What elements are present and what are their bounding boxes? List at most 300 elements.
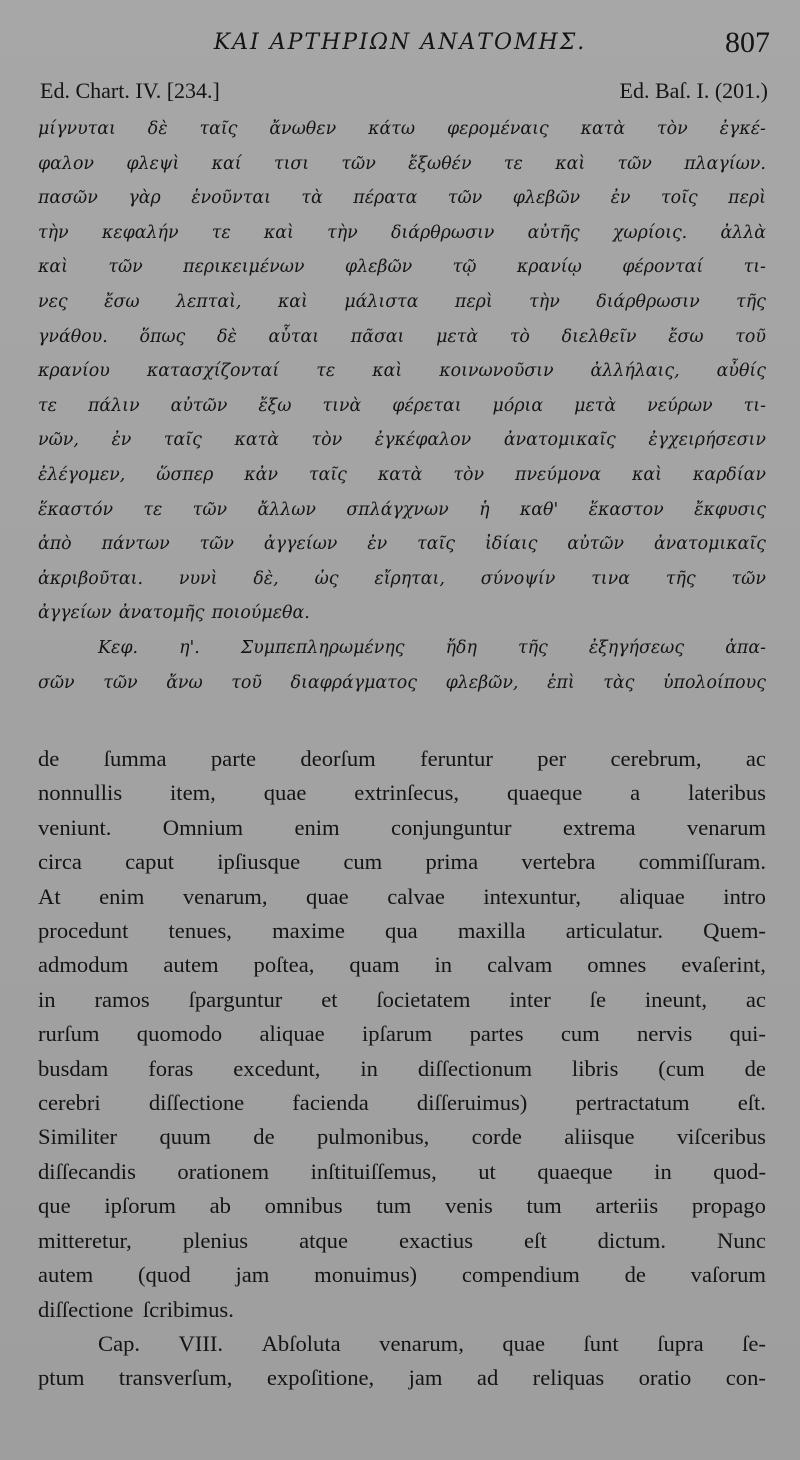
word: φλεβῶν, <box>445 672 519 693</box>
word: ἔκφυσις <box>694 499 766 520</box>
word: περικειμένων <box>183 257 305 278</box>
word: ramos <box>94 986 150 1012</box>
word: τῆς <box>517 637 548 658</box>
latin-text-block <box>38 742 766 1396</box>
word: in <box>38 986 56 1012</box>
word: diſſectione <box>148 1090 245 1116</box>
word: καὶ <box>372 361 403 382</box>
word: ἐπὶ <box>547 672 575 693</box>
word: τῷ <box>452 257 477 278</box>
word: φέρονταί <box>622 257 704 278</box>
word: ἔσω <box>668 326 704 347</box>
word: maxilla <box>457 918 526 944</box>
word: ἀλλήλαις, <box>590 361 680 382</box>
word: Omnium <box>162 814 244 840</box>
word: quae <box>502 1330 546 1356</box>
word: κρανίου <box>38 361 110 382</box>
text-line <box>38 1258 766 1292</box>
word: de <box>253 1124 275 1150</box>
word: arteriis <box>595 1193 659 1219</box>
word: pertractatum <box>575 1090 690 1116</box>
word: venarum <box>686 814 766 840</box>
word: ἀλλὰ <box>720 222 766 243</box>
word: τισι <box>273 153 310 174</box>
word: ἕκαστόν <box>38 499 114 520</box>
word: in <box>360 1055 378 1081</box>
word: foras <box>148 1055 194 1081</box>
word: κατὰ <box>580 119 626 139</box>
text-line <box>38 285 766 320</box>
edition-line <box>40 78 768 104</box>
word: τοῖς <box>661 188 698 209</box>
page-number: 807 <box>725 26 770 59</box>
word: deorſum <box>300 746 376 771</box>
word: τὰς <box>603 672 635 693</box>
word: μάλιστα <box>344 291 419 312</box>
word: Quem- <box>703 918 766 944</box>
word: τῆς <box>665 568 696 589</box>
word: eſt <box>524 1227 547 1253</box>
word: αὐτῶν <box>170 395 228 416</box>
word: διάρθρωσιν <box>596 291 700 312</box>
text-line <box>38 562 766 597</box>
word: facienda <box>292 1090 369 1116</box>
word: ἐν <box>367 534 388 555</box>
word: At <box>38 883 61 909</box>
word: η'. <box>179 637 200 658</box>
word: ἐξηγήσεως <box>588 637 685 658</box>
word: ἀκριβοῦται. <box>38 568 143 589</box>
word: ἔσω <box>104 291 140 312</box>
word: autem <box>38 1262 94 1288</box>
word: καί <box>211 153 242 174</box>
word: πᾶσαι <box>350 326 405 347</box>
word: VIII. <box>178 1330 224 1356</box>
text-line <box>38 1361 766 1395</box>
word: (cum <box>658 1055 705 1081</box>
word: πάλιν <box>87 395 140 416</box>
word: τῶν <box>108 257 143 278</box>
word: procedunt <box>38 918 129 944</box>
word: prima <box>425 849 479 875</box>
word: in <box>434 952 453 978</box>
chapter-heading-line <box>38 631 766 666</box>
word: corde <box>471 1124 522 1150</box>
word: ad <box>476 1365 499 1391</box>
word: vaſorum <box>690 1262 766 1288</box>
word: aliisque <box>564 1124 635 1150</box>
word: νῶν, <box>38 430 79 451</box>
word: τε <box>38 395 57 416</box>
word: propago <box>691 1193 766 1219</box>
text-line <box>38 147 766 182</box>
word: τε <box>503 153 523 174</box>
word: καθ' <box>519 499 559 520</box>
word: πέρατα <box>353 188 418 209</box>
word: mitteretur, <box>38 1227 132 1253</box>
word: ſcribimus. <box>142 1296 234 1322</box>
word: omnes <box>587 952 647 978</box>
text-line <box>38 320 766 355</box>
word: caput <box>125 849 175 875</box>
text-line <box>38 216 766 251</box>
text-line <box>38 527 766 562</box>
word: intexuntur, <box>483 883 582 909</box>
word: ipſiusque <box>217 849 301 875</box>
word: γνάθου. <box>38 326 108 347</box>
word: ἔξω <box>258 395 292 416</box>
word: rurſum <box>38 1021 100 1047</box>
word: in <box>654 1158 672 1184</box>
word: Cap. <box>98 1330 141 1356</box>
word: diſſeruimus) <box>416 1090 528 1116</box>
word: πασῶν <box>38 188 98 209</box>
word: τῶν <box>341 153 376 174</box>
word: jam <box>408 1365 443 1391</box>
word: ἐν <box>111 430 132 451</box>
word: κοινωνοῦσιν <box>439 361 554 382</box>
word: reliquas <box>532 1365 605 1391</box>
word: ſupra <box>657 1330 704 1356</box>
word: quaeque <box>506 780 583 806</box>
word: τε <box>143 499 163 520</box>
word: τὴν <box>327 222 358 243</box>
word: evaſerint, <box>681 952 766 978</box>
word: venarum, <box>379 1330 464 1356</box>
word: ἐγχειρήσεσιν <box>648 430 766 451</box>
word: καὶ <box>631 464 662 485</box>
text-line <box>38 666 766 701</box>
text-line <box>38 458 766 493</box>
word: ἐγκέ- <box>719 119 766 139</box>
word: venarum, <box>182 883 268 909</box>
word: μίγνυται <box>38 119 116 139</box>
word: enim <box>99 883 145 909</box>
word: φερομέναις <box>446 119 549 139</box>
word: καὶ <box>555 153 586 174</box>
word: ἀγγείων <box>38 603 112 624</box>
word: lateribus <box>688 780 766 806</box>
text-line <box>38 914 766 948</box>
word: diſſectionum <box>417 1055 533 1081</box>
word: a <box>630 780 641 806</box>
word: ταῖς <box>308 464 347 485</box>
word: commiſſuram. <box>638 849 766 875</box>
word: cerebrum, <box>610 746 702 771</box>
greek-text-block <box>38 112 766 700</box>
word: omnibus <box>264 1193 343 1219</box>
word: μόρια <box>492 395 544 416</box>
text-line <box>38 811 766 845</box>
word: Nunc <box>716 1227 766 1253</box>
word: partes <box>469 1021 524 1047</box>
word: τε <box>316 361 336 382</box>
word: τῶν <box>192 499 228 520</box>
word: χωρίοις. <box>612 222 688 243</box>
text-line <box>38 1189 766 1223</box>
word: μετὰ <box>436 326 479 347</box>
word: αὗται <box>268 326 320 347</box>
word: ptum <box>38 1365 85 1391</box>
word: ipſarum <box>361 1021 433 1047</box>
word: τῶν <box>447 188 483 209</box>
word: quam <box>349 952 400 978</box>
word: extrinſecus, <box>354 780 460 806</box>
word: qua <box>385 918 418 944</box>
word: τὸν <box>657 119 688 139</box>
word: δὲ, <box>253 568 279 589</box>
word: καὶ <box>38 257 68 278</box>
word: αὖθίς <box>716 361 766 382</box>
word: τῶν <box>731 568 766 589</box>
word: ipſorum <box>104 1193 176 1219</box>
word: φλεψὶ <box>126 153 180 174</box>
word: περὶ <box>454 291 493 312</box>
word: monuimus) <box>314 1262 418 1288</box>
word: poſtea, <box>253 952 315 978</box>
word: enim <box>294 814 340 840</box>
word: φλεβῶν <box>344 257 413 278</box>
word: Συμπεπληρωμένης <box>240 637 405 658</box>
word: pulmonibus, <box>316 1124 430 1150</box>
word: tenues, <box>168 918 232 944</box>
word: εἴρηται, <box>374 568 445 589</box>
text-line <box>38 1052 766 1086</box>
word: quomodo <box>136 1021 223 1047</box>
word: quaeque <box>537 1158 613 1184</box>
word: κατὰ <box>377 464 423 485</box>
word: que <box>38 1193 71 1219</box>
word: κατασχίζονταί <box>146 361 280 382</box>
text-line <box>38 354 766 389</box>
running-head: ΚΑΙ ΑΡΤΗΡΙΩΝ ΑΝΑΤΟΜΗΣ. <box>213 30 587 55</box>
text-line <box>38 1155 766 1189</box>
text-line <box>38 948 766 982</box>
word: τῶν <box>617 153 652 174</box>
word: circa <box>38 849 82 875</box>
word: νυνὶ <box>178 568 218 589</box>
text-line <box>38 1120 766 1154</box>
word: calvae <box>387 883 445 909</box>
word: item, <box>170 780 216 806</box>
word: μετὰ <box>574 395 617 416</box>
word: ἀπὸ <box>38 534 72 555</box>
word: ὑπολοίπους <box>662 672 766 693</box>
word: διαφράγματος <box>290 672 417 693</box>
word: ταῖς <box>199 119 238 139</box>
word: ἰδίαις <box>484 534 538 555</box>
word: et <box>321 986 338 1012</box>
word: τοῦ <box>231 672 262 693</box>
word: ineunt, <box>644 986 707 1012</box>
word: αὐτῶν <box>567 534 625 555</box>
word: ἄνωθεν <box>269 119 337 139</box>
word: ſparguntur <box>188 986 283 1012</box>
word: λεπταὶ, <box>175 291 242 312</box>
text-line <box>38 776 766 810</box>
word: ἀγγείων <box>263 534 338 555</box>
text-line <box>38 112 766 147</box>
word: nervis <box>637 1021 693 1047</box>
word: ὅπως <box>139 326 186 347</box>
word: κρανίῳ <box>516 257 582 278</box>
word: κεφαλήν <box>101 222 179 243</box>
word: atque <box>299 1227 349 1253</box>
word: πάντων <box>101 534 170 555</box>
chapter-heading-line <box>38 1327 766 1361</box>
word: καὶ <box>277 291 308 312</box>
word: κἀν <box>244 464 279 485</box>
word: Similiter <box>38 1124 118 1150</box>
word: con- <box>725 1365 766 1391</box>
word: conjunguntur <box>390 814 512 840</box>
word: ὡς <box>314 568 339 589</box>
word: tum <box>526 1193 562 1219</box>
word: τῶν <box>103 672 138 693</box>
text-line <box>38 742 766 776</box>
word: Κεφ. <box>98 637 139 658</box>
word: nonnullis <box>38 780 123 806</box>
word: ἀνατομικαῖς <box>503 430 616 451</box>
word: extrema <box>562 814 636 840</box>
word: diſſecandis <box>38 1158 136 1184</box>
word: excedunt, <box>233 1055 321 1081</box>
word: admodum <box>38 952 129 978</box>
word: ἤδη <box>445 637 477 658</box>
word: parte <box>210 746 257 771</box>
text-line <box>38 493 766 528</box>
word: ἔξωθέν <box>408 153 472 174</box>
word: ἀνατομικαῖς <box>653 534 766 555</box>
word: Abſoluta <box>261 1330 341 1356</box>
word: κάτω <box>368 119 416 139</box>
word: ἀνατομῆς <box>118 603 205 624</box>
word: ὥσπερ <box>156 464 214 485</box>
text-line <box>38 250 766 285</box>
word: orationem <box>177 1158 270 1184</box>
word: τινα <box>591 568 630 589</box>
word: πνεύμονα <box>515 464 602 485</box>
edition-left: Ed. Chart. IV. [234.] <box>40 78 220 103</box>
word: cum <box>560 1021 600 1047</box>
word: jam <box>235 1262 270 1288</box>
word: τὸν <box>311 430 343 451</box>
word: φέρεται <box>392 395 462 416</box>
word: aliquae <box>619 883 685 909</box>
word: qui- <box>729 1021 766 1047</box>
word: de <box>624 1262 646 1288</box>
word: περὶ <box>728 188 766 209</box>
word: σπλάγχνων <box>346 499 449 520</box>
word: ἕκαστον <box>588 499 664 520</box>
word: intro <box>723 883 766 909</box>
word: καρδίαν <box>692 464 766 485</box>
word: νεύρων <box>647 395 713 416</box>
word: ποιούμεθα. <box>211 603 310 624</box>
word: ut <box>478 1158 496 1184</box>
word: (quod <box>137 1262 191 1288</box>
word: autem <box>163 952 219 978</box>
word: αὐτῆς <box>527 222 580 243</box>
word: maxime <box>272 918 345 944</box>
word: venis <box>445 1193 493 1219</box>
word: ſocietatem <box>376 986 471 1012</box>
text-line <box>38 181 766 216</box>
word: ἐν <box>610 188 631 209</box>
word: ab <box>209 1193 231 1219</box>
word: transverſum, <box>118 1365 233 1391</box>
word: diſſectione <box>38 1296 134 1322</box>
word: aliquae <box>259 1021 325 1047</box>
word: διάρθρωσιν <box>390 222 495 243</box>
word: cerebri <box>38 1090 101 1116</box>
word: ἐγκέφαλον <box>374 430 472 451</box>
word: κατὰ <box>234 430 279 451</box>
word: τῶν <box>199 534 234 555</box>
text-line <box>38 389 766 424</box>
text-line <box>38 845 766 879</box>
word: πλαγίων. <box>684 153 766 174</box>
word: oratio <box>638 1365 692 1391</box>
word: quae <box>263 780 307 806</box>
word: τι- <box>743 395 766 416</box>
word: viſceribus <box>676 1124 766 1150</box>
word: veniunt. <box>38 814 112 840</box>
word: τι- <box>743 257 766 278</box>
word: ἄλλων <box>257 499 317 520</box>
word: ſe- <box>742 1330 766 1356</box>
word: ſunt <box>583 1330 619 1356</box>
word: γὰρ <box>128 188 161 209</box>
word: quod- <box>713 1158 766 1184</box>
word: eſt. <box>737 1090 766 1116</box>
word: compendium <box>461 1262 580 1288</box>
edition-right: Ed. Baſ. I. (201.) <box>619 78 768 103</box>
word: τὸ <box>509 326 530 347</box>
word: ταῖς <box>163 430 202 451</box>
word: expoſitione, <box>266 1365 375 1391</box>
word: σύνοψίν <box>480 568 556 589</box>
text-line <box>38 1017 766 1051</box>
word: per <box>537 746 567 771</box>
text-line <box>38 596 766 631</box>
text-line <box>38 983 766 1017</box>
word: vertebra <box>521 849 596 875</box>
word: articulatur. <box>565 918 663 944</box>
word: διελθεῖν <box>561 326 637 347</box>
text-line <box>38 1293 766 1327</box>
word: τοῦ <box>735 326 766 347</box>
word: ταῖς <box>417 534 456 555</box>
word: καὶ <box>263 222 294 243</box>
word: cum <box>343 849 383 875</box>
word: τὰ <box>301 188 323 209</box>
word: quae <box>306 883 349 909</box>
word: ac <box>745 746 766 771</box>
word: de <box>744 1055 766 1081</box>
word: libris <box>571 1055 619 1081</box>
word: busdam <box>38 1055 109 1081</box>
word: ſe <box>589 986 606 1012</box>
word: inſtituiſſemus, <box>310 1158 437 1184</box>
word: ἑνοῦνται <box>191 188 271 209</box>
word: plenius <box>182 1227 249 1253</box>
word: τινὰ <box>322 395 362 416</box>
word: feruntur <box>420 746 493 771</box>
word: exactius <box>399 1227 474 1253</box>
word: ἡ <box>479 499 490 520</box>
text-line <box>38 423 766 458</box>
